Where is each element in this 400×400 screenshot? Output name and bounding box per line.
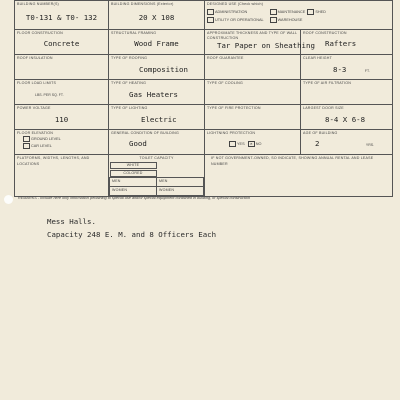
type-of-lighting-cell — [109, 105, 205, 130]
building-numbers-label: BUILDING NUMBER(S) — [17, 2, 59, 6]
general-condition-label: GENERAL CONDITION OF BUILDING — [111, 131, 179, 135]
utility-checkbox[interactable] — [207, 17, 214, 23]
building-numbers-cell — [15, 1, 109, 30]
structural-framing-cell — [109, 30, 205, 55]
wall-construction-cell — [205, 30, 315, 55]
warehouse-option: WAREHOUSE — [277, 18, 303, 22]
wall-construction-label: APPROXIMATE THICKNESS AND TYPE OF WALL CONSTRUCTION — [207, 31, 298, 40]
type-of-heating-cell — [109, 80, 205, 105]
punch-hole — [4, 195, 13, 204]
type-of-cooling-cell — [205, 80, 301, 105]
platforms-cell — [15, 155, 109, 197]
ground-level-checkbox[interactable] — [23, 136, 30, 142]
fire-protection-label: TYPE OF FIRE PROTECTION — [207, 106, 261, 110]
power-voltage-cell — [15, 105, 109, 130]
type-of-lighting-value: Electric — [141, 115, 177, 124]
remarks-line-2: Capacity 248 E. M. and 8 Officers Each — [47, 230, 217, 239]
floor-construction-cell — [15, 30, 109, 55]
toilet-capacity-label: TOILET CAPACITY — [139, 156, 174, 160]
floor-construction-label: FLOOR CONSTRUCTION — [17, 31, 63, 35]
government-owned-label: IF NOT GOVERNMENT-OWNED, SO INDICATE, SHOWING ANNUAL RENTAL AND LEASE NUMBER — [211, 156, 374, 166]
clear-height-unit: FT. — [364, 69, 370, 73]
air-filtration-cell — [301, 80, 393, 105]
age-of-building-label: AGE OF BUILDING — [303, 131, 338, 135]
toilet-white-men: MEN — [112, 179, 121, 183]
general-condition-cell — [109, 130, 205, 155]
structural-framing-value: Wood Frame — [134, 39, 179, 48]
lightning-no-checkbox[interactable]: × — [248, 141, 255, 147]
floor-load-unit: LBS. PER SQ. FT. — [35, 93, 64, 97]
utility-option: UTILITY OR OPERATIONAL — [215, 18, 264, 22]
power-voltage-label: POWER VOLTAGE — [17, 106, 51, 110]
roof-insulation-label: ROOF INSULATION — [17, 56, 53, 60]
government-owned-cell — [205, 155, 393, 197]
shed-option: SHED — [315, 10, 326, 14]
shed-checkbox[interactable] — [307, 9, 314, 15]
age-of-building-value: 2 — [315, 139, 320, 148]
maintenance-option: MAINTENANCE — [277, 10, 306, 14]
building-dimensions-cell — [109, 1, 205, 30]
general-condition-value: Good — [129, 139, 147, 148]
building-dimensions-label: BUILDING DIMENSIONS (Exterior) — [111, 2, 174, 6]
remarks-line-1: Mess Halls. — [47, 217, 96, 226]
roof-construction-value: Rafters — [325, 39, 357, 48]
maintenance-checkbox[interactable] — [270, 9, 277, 15]
air-filtration-label: TYPE OF AIR FILTRATION — [303, 81, 351, 85]
wall-construction-value: Tar Paper on Sheathing — [217, 41, 315, 50]
lightning-yes-checkbox[interactable] — [229, 141, 236, 147]
age-of-building-unit: YRS. — [365, 143, 375, 147]
roof-guarantee-label: ROOF GUARANTEE — [207, 56, 244, 60]
clear-height-value: 8-3 — [333, 65, 347, 74]
fire-protection-cell — [205, 105, 301, 130]
administration-option: ADMINISTRATION — [215, 10, 248, 14]
largest-door-value: 8-4 X 6-8 — [325, 115, 366, 124]
warehouse-checkbox[interactable] — [270, 17, 277, 23]
roof-insulation-cell — [15, 55, 109, 80]
designed-use-cell — [205, 1, 393, 30]
toilet-white-header: WHITE — [110, 162, 157, 169]
administration-checkbox[interactable] — [207, 9, 214, 15]
type-of-heating-value: Gas Heaters — [129, 90, 178, 99]
clear-height-cell — [301, 55, 393, 80]
type-of-roofing-label: TYPE OF ROOFING — [111, 56, 148, 60]
platforms-label: PLATFORMS, WIDTHS, LENGTHS, AND LOCATIONS — [17, 156, 90, 166]
ground-level-option: GROUND LEVEL — [31, 137, 61, 141]
largest-door-cell — [301, 105, 393, 130]
type-of-roofing-cell — [109, 55, 205, 80]
type-of-cooling-label: TYPE OF COOLING — [207, 81, 243, 85]
toilet-colored-header: COLORED — [110, 170, 157, 177]
floor-construction-value: Concrete — [43, 39, 80, 48]
structural-framing-label: STRUCTURAL FRAMING — [111, 31, 157, 35]
lightning-protection-label: LIGHTNING PROTECTION — [207, 131, 256, 135]
clear-height-label: CLEAR HEIGHT — [303, 56, 332, 60]
floor-elevation-label: FLOOR ELEVATION — [17, 131, 54, 135]
type-of-heating-label: TYPE OF HEATING — [111, 81, 147, 85]
floor-elevation-cell — [15, 130, 109, 155]
lightning-protection-cell — [205, 130, 301, 155]
building-dimensions-value: 20 X 108 — [138, 13, 175, 22]
largest-door-label: LARGEST DOOR SIZE — [303, 106, 344, 110]
toilet-colored-men: MEN — [159, 179, 168, 183]
lightning-no-option: NO — [255, 142, 262, 146]
power-voltage-value: 110 — [54, 115, 69, 124]
floor-load-label: FLOOR LOAD LIMITS — [17, 81, 57, 85]
toilet-capacity-cell — [109, 155, 205, 197]
age-of-building-cell — [301, 130, 393, 155]
toilet-white-women: WOMEN — [112, 188, 128, 192]
building-numbers-value: T0-131 & T0- 132 — [25, 13, 98, 22]
type-of-lighting-label: TYPE OF LIGHTING — [111, 106, 148, 110]
building-record-form — [14, 0, 393, 197]
type-of-roofing-value: Composition — [139, 65, 188, 74]
floor-load-cell — [15, 80, 109, 105]
remarks-label: REMARKS - Include here only information pertaining to special use and/or special equipment contained in building, or special construction — [18, 196, 250, 200]
toilet-colored-women: WOMEN — [159, 188, 175, 192]
roof-guarantee-cell — [205, 55, 301, 80]
lightning-yes-option: YES — [237, 142, 245, 146]
car-level-option: CAR LEVEL — [31, 144, 52, 148]
car-level-checkbox[interactable] — [23, 143, 30, 149]
roof-construction-label: ROOF CONSTRUCTION — [303, 31, 347, 35]
designed-use-label: DESIGNED USE (Check which) — [207, 2, 264, 6]
